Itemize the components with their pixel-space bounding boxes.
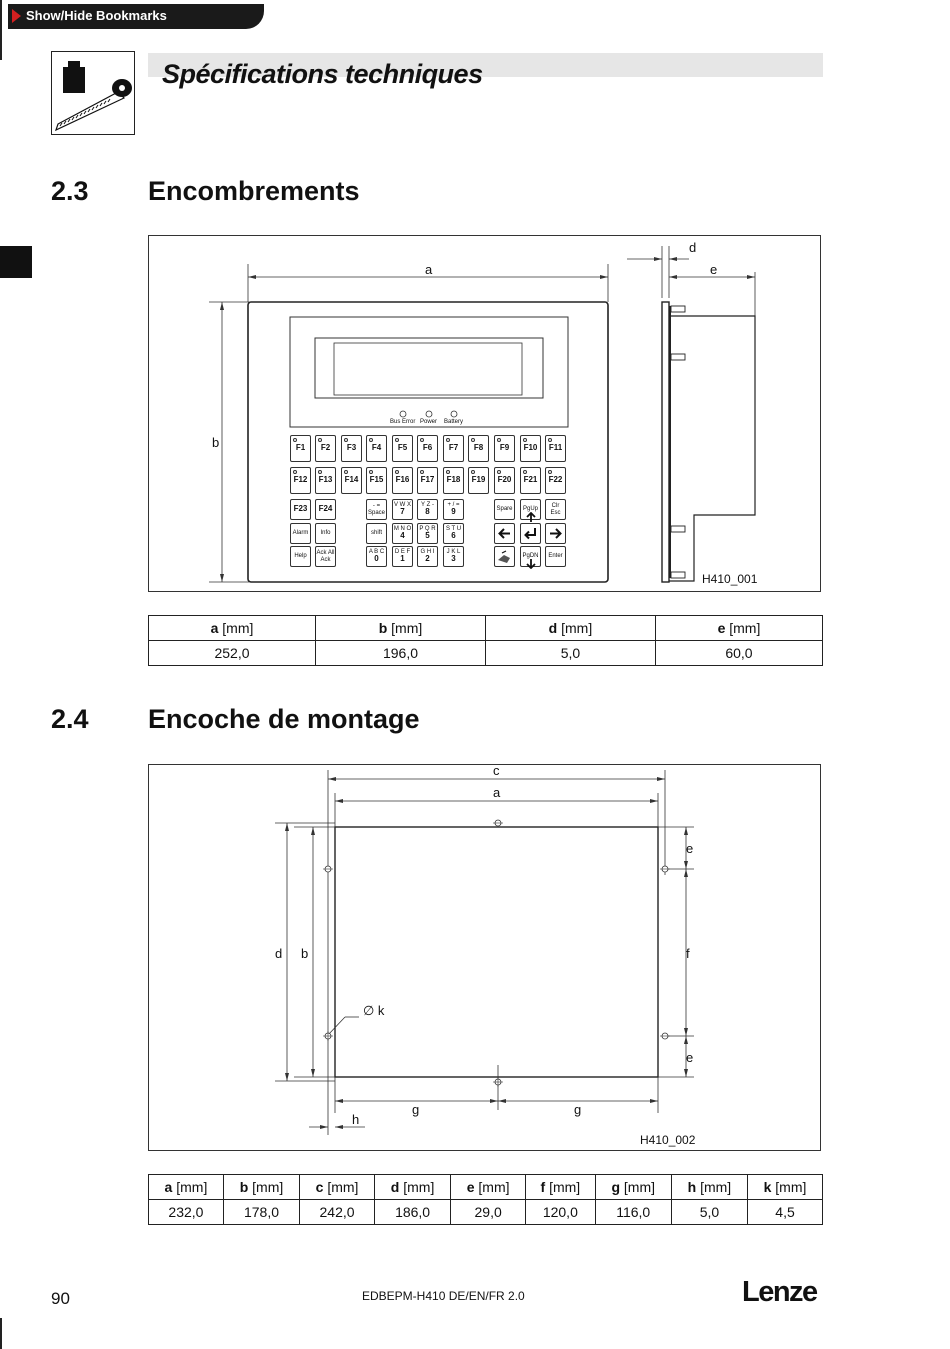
- key-1: [392, 546, 413, 567]
- header-unit: [mm]: [545, 1179, 581, 1195]
- key-led-dot: [344, 438, 348, 442]
- header-unit: [mm]: [399, 1179, 435, 1195]
- key-5: [417, 523, 438, 544]
- table-value-cell: 196,0: [316, 641, 486, 666]
- header-letter: b: [378, 620, 388, 636]
- key-label: Alarm: [292, 530, 309, 537]
- header-unit: [mm]: [696, 1179, 732, 1195]
- key-label: F4: [371, 443, 382, 453]
- key-label: F13: [318, 475, 333, 485]
- document-id: EDBEPM-H410 DE/EN/FR 2.0: [362, 1289, 525, 1303]
- key-label: F24: [318, 504, 333, 514]
- dimensions-drawing: [149, 236, 820, 591]
- figure-dimensions: [148, 235, 821, 592]
- header-unit: [mm]: [474, 1179, 510, 1195]
- key-3: [443, 546, 464, 567]
- dim-label-d: d: [689, 240, 697, 255]
- key-label: - =: [372, 503, 381, 510]
- key-clr-esc: [545, 499, 566, 520]
- table-value-cell: 5,0: [671, 1200, 747, 1225]
- key-label: M N O: [393, 526, 412, 533]
- key-spare: [494, 499, 515, 520]
- key-label: S T U: [445, 526, 462, 533]
- key-f23: [290, 499, 311, 520]
- section-number: 2.3: [51, 176, 89, 206]
- header-letter: h: [687, 1179, 697, 1195]
- header-letter: k: [763, 1179, 772, 1195]
- key-label: F19: [471, 475, 486, 485]
- dim-label-e-bottom: e: [686, 1050, 694, 1065]
- figure-cutout: [148, 764, 821, 1151]
- key-led-dot: [548, 470, 552, 474]
- key-led-dot: [420, 470, 424, 474]
- brand-logo: Lenze: [742, 1276, 817, 1308]
- cutout-table: [148, 1174, 823, 1225]
- key-label: J K L: [446, 549, 461, 556]
- key-label: 5: [425, 531, 430, 541]
- header-unit: [mm]: [725, 620, 761, 636]
- key-led-dot: [318, 470, 322, 474]
- header-unit: [mm]: [387, 620, 423, 636]
- key-led-dot: [523, 438, 527, 442]
- key-label: Space: [367, 509, 385, 516]
- key-label: V W X: [393, 502, 411, 509]
- page-title: Spécifications techniques: [162, 59, 483, 89]
- key-label: Ack: [320, 556, 331, 563]
- key-led-dot: [369, 470, 373, 474]
- header-letter: a: [164, 1179, 173, 1195]
- key-label: 7: [400, 507, 405, 517]
- key-label: Info: [320, 530, 331, 537]
- key-label: Enter: [548, 553, 563, 560]
- header-letter: e: [717, 620, 726, 636]
- key-led-dot: [497, 470, 501, 474]
- chapter-marker: [0, 246, 32, 278]
- key-label: 8: [425, 507, 430, 517]
- table-header-cell: [526, 1175, 596, 1200]
- table-header-cell: [748, 1175, 823, 1200]
- dim-label-h: h: [352, 1112, 360, 1127]
- table-header-cell: [595, 1175, 671, 1200]
- table-value-cell: 116,0: [595, 1200, 671, 1225]
- key-led-dot: [497, 438, 501, 442]
- led-label-bus-error: Bus Error: [390, 419, 416, 425]
- key-label: F16: [395, 475, 410, 485]
- key-label: F6: [422, 443, 433, 453]
- table-value-cell: 60,0: [655, 641, 822, 666]
- key-led-dot: [420, 438, 424, 442]
- header-letter: g: [611, 1179, 620, 1195]
- key-7: [392, 499, 413, 520]
- header-letter: d: [390, 1179, 400, 1195]
- key-label: Esc: [550, 509, 561, 516]
- key-led-dot: [395, 470, 399, 474]
- key-ack-all: [315, 546, 336, 567]
- header-letter: e: [466, 1179, 475, 1195]
- key-label: F14: [344, 475, 359, 485]
- header-unit: [mm]: [620, 1179, 655, 1195]
- key-led-dot: [369, 438, 373, 442]
- key-label: F18: [446, 475, 461, 485]
- table-header-cell: [149, 616, 316, 641]
- key-label: Spare: [496, 506, 513, 513]
- key-4: [392, 523, 413, 544]
- key-label: F9: [499, 443, 510, 453]
- key-label: F12: [293, 475, 308, 485]
- table-value-cell: 252,0: [149, 641, 316, 666]
- figure-code: H410_002: [640, 1133, 696, 1147]
- key-label: Clr: [551, 503, 560, 510]
- arrow-right-icon: [545, 523, 566, 544]
- header-unit: [mm]: [771, 1179, 807, 1195]
- key-2: [417, 546, 438, 567]
- key-label: 3: [451, 554, 456, 564]
- key-led-dot: [471, 438, 475, 442]
- key-label: P Q R: [419, 526, 436, 533]
- page-edge-rule: [0, 1318, 2, 1349]
- arrow-up-icon: [525, 509, 537, 519]
- dim-label-e: e: [710, 262, 718, 277]
- section-title: Encombrements: [148, 176, 360, 206]
- key-label: G H I: [420, 549, 435, 556]
- bookmark-arrow-icon: [12, 9, 21, 23]
- header-letter: d: [548, 620, 558, 636]
- dim-label-e-top: e: [686, 841, 694, 856]
- dim-label-f: f: [686, 946, 690, 961]
- key-label: F8: [473, 443, 484, 453]
- key-label: F2: [320, 443, 331, 453]
- dim-label-d: d: [275, 946, 283, 961]
- table-header-cell: [451, 1175, 526, 1200]
- key-led-dot: [446, 470, 450, 474]
- arrow-left-icon: [494, 523, 515, 544]
- key-label: + / =: [447, 502, 460, 509]
- table-header-cell: [671, 1175, 747, 1200]
- key-label: F7: [448, 443, 459, 453]
- table-value-cell: 178,0: [223, 1200, 299, 1225]
- table-value-cell: 186,0: [374, 1200, 450, 1225]
- figure-code: H410_001: [702, 572, 758, 586]
- key-label: F22: [548, 475, 563, 485]
- key-label: F3: [346, 443, 357, 453]
- table-header-cell: [316, 616, 486, 641]
- key-label: F21: [523, 475, 538, 485]
- header-letter: b: [239, 1179, 249, 1195]
- key-9: [443, 499, 464, 520]
- key-label: F17: [420, 475, 435, 485]
- key-led-dot: [548, 438, 552, 442]
- dim-label-b: b: [301, 946, 309, 961]
- key-label: F20: [497, 475, 512, 485]
- key-led-dot: [523, 470, 527, 474]
- key-f24: [315, 499, 336, 520]
- dim-label-g-left: g: [412, 1102, 420, 1117]
- key-label: D E F: [394, 549, 411, 556]
- key-alarm: [290, 523, 311, 544]
- table-value-cell: 5,0: [485, 641, 655, 666]
- hand-touch-icon: [494, 546, 515, 567]
- header-letter: f: [540, 1179, 546, 1195]
- key-label: Ack All: [316, 550, 335, 557]
- section-number: 2.4: [51, 704, 89, 734]
- weight-and-ruler-icon: [52, 52, 134, 134]
- dim-label-c: c: [493, 763, 500, 778]
- header-letter: c: [315, 1179, 324, 1195]
- key-8: [417, 499, 438, 520]
- dim-label-k: ∅ k: [363, 1003, 385, 1018]
- dim-label-b: b: [212, 435, 220, 450]
- key-led-dot: [293, 470, 297, 474]
- key-label: PgDN: [522, 553, 539, 560]
- cutout-drawing: [149, 765, 820, 1150]
- key-label: F23: [293, 504, 308, 514]
- key-label: F10: [523, 443, 538, 453]
- enter-return-icon: [520, 523, 541, 544]
- header-unit: [mm]: [248, 1179, 284, 1195]
- key-label: 2: [425, 554, 430, 564]
- key-led-dot: [395, 438, 399, 442]
- table-value-cell: 242,0: [300, 1200, 375, 1225]
- key-label: shift: [370, 530, 382, 537]
- key-label: 9: [451, 507, 456, 517]
- bookmark-label[interactable]: Show/Hide Bookmarks: [26, 8, 167, 23]
- key-label: F15: [369, 475, 384, 485]
- key-led-dot: [446, 438, 450, 442]
- table-header-cell: [374, 1175, 450, 1200]
- key-help: [290, 546, 311, 567]
- header-letter: a: [210, 620, 219, 636]
- key-enter: [545, 546, 566, 567]
- key-led-dot: [471, 470, 475, 474]
- key-0: [366, 546, 387, 567]
- header-unit: [mm]: [557, 620, 593, 636]
- page-edge-rule: [0, 0, 2, 60]
- key-led-dot: [318, 438, 322, 442]
- header-unit: [mm]: [218, 620, 254, 636]
- table-value-cell: 232,0: [149, 1200, 224, 1225]
- key-label: 1: [400, 554, 405, 564]
- dim-label-a: a: [425, 262, 433, 277]
- table-header-cell: [223, 1175, 299, 1200]
- key-led-dot: [293, 438, 297, 442]
- table-value-cell: 29,0: [451, 1200, 526, 1225]
- key-label: 0: [374, 554, 379, 564]
- dim-label-a: a: [493, 785, 501, 800]
- key-space: [366, 499, 387, 520]
- key-label: F11: [548, 443, 563, 453]
- table-value-cell: 4,5: [748, 1200, 823, 1225]
- table-header-cell: [485, 616, 655, 641]
- key-label: 6: [451, 531, 456, 541]
- section-title: Encoche de montage: [148, 704, 420, 734]
- arrow-down-icon: [525, 556, 537, 566]
- dim-label-g-right: g: [574, 1102, 582, 1117]
- key-label: Help: [294, 553, 307, 560]
- key-label: 4: [400, 531, 405, 541]
- header-unit: [mm]: [323, 1179, 359, 1195]
- key-label: F5: [397, 443, 408, 453]
- dimensions-table: [148, 615, 823, 666]
- key-6: [443, 523, 464, 544]
- led-label-power: Power: [420, 419, 438, 425]
- table-value-cell: 120,0: [526, 1200, 596, 1225]
- table-header-cell: [655, 616, 822, 641]
- led-label-battery: Battery: [444, 419, 464, 425]
- table-header-cell: [149, 1175, 224, 1200]
- key-label: F1: [295, 443, 306, 453]
- header-unit: [mm]: [172, 1179, 208, 1195]
- key-label: A B C: [368, 549, 385, 556]
- key-led-dot: [344, 470, 348, 474]
- key-label: PgUp: [522, 506, 538, 513]
- page-number: 90: [51, 1289, 70, 1308]
- key-label: Y Z -: [421, 502, 434, 509]
- table-header-cell: [300, 1175, 375, 1200]
- key-shift: [366, 523, 387, 544]
- chapter-icon: [51, 51, 135, 135]
- key-info: [315, 523, 336, 544]
